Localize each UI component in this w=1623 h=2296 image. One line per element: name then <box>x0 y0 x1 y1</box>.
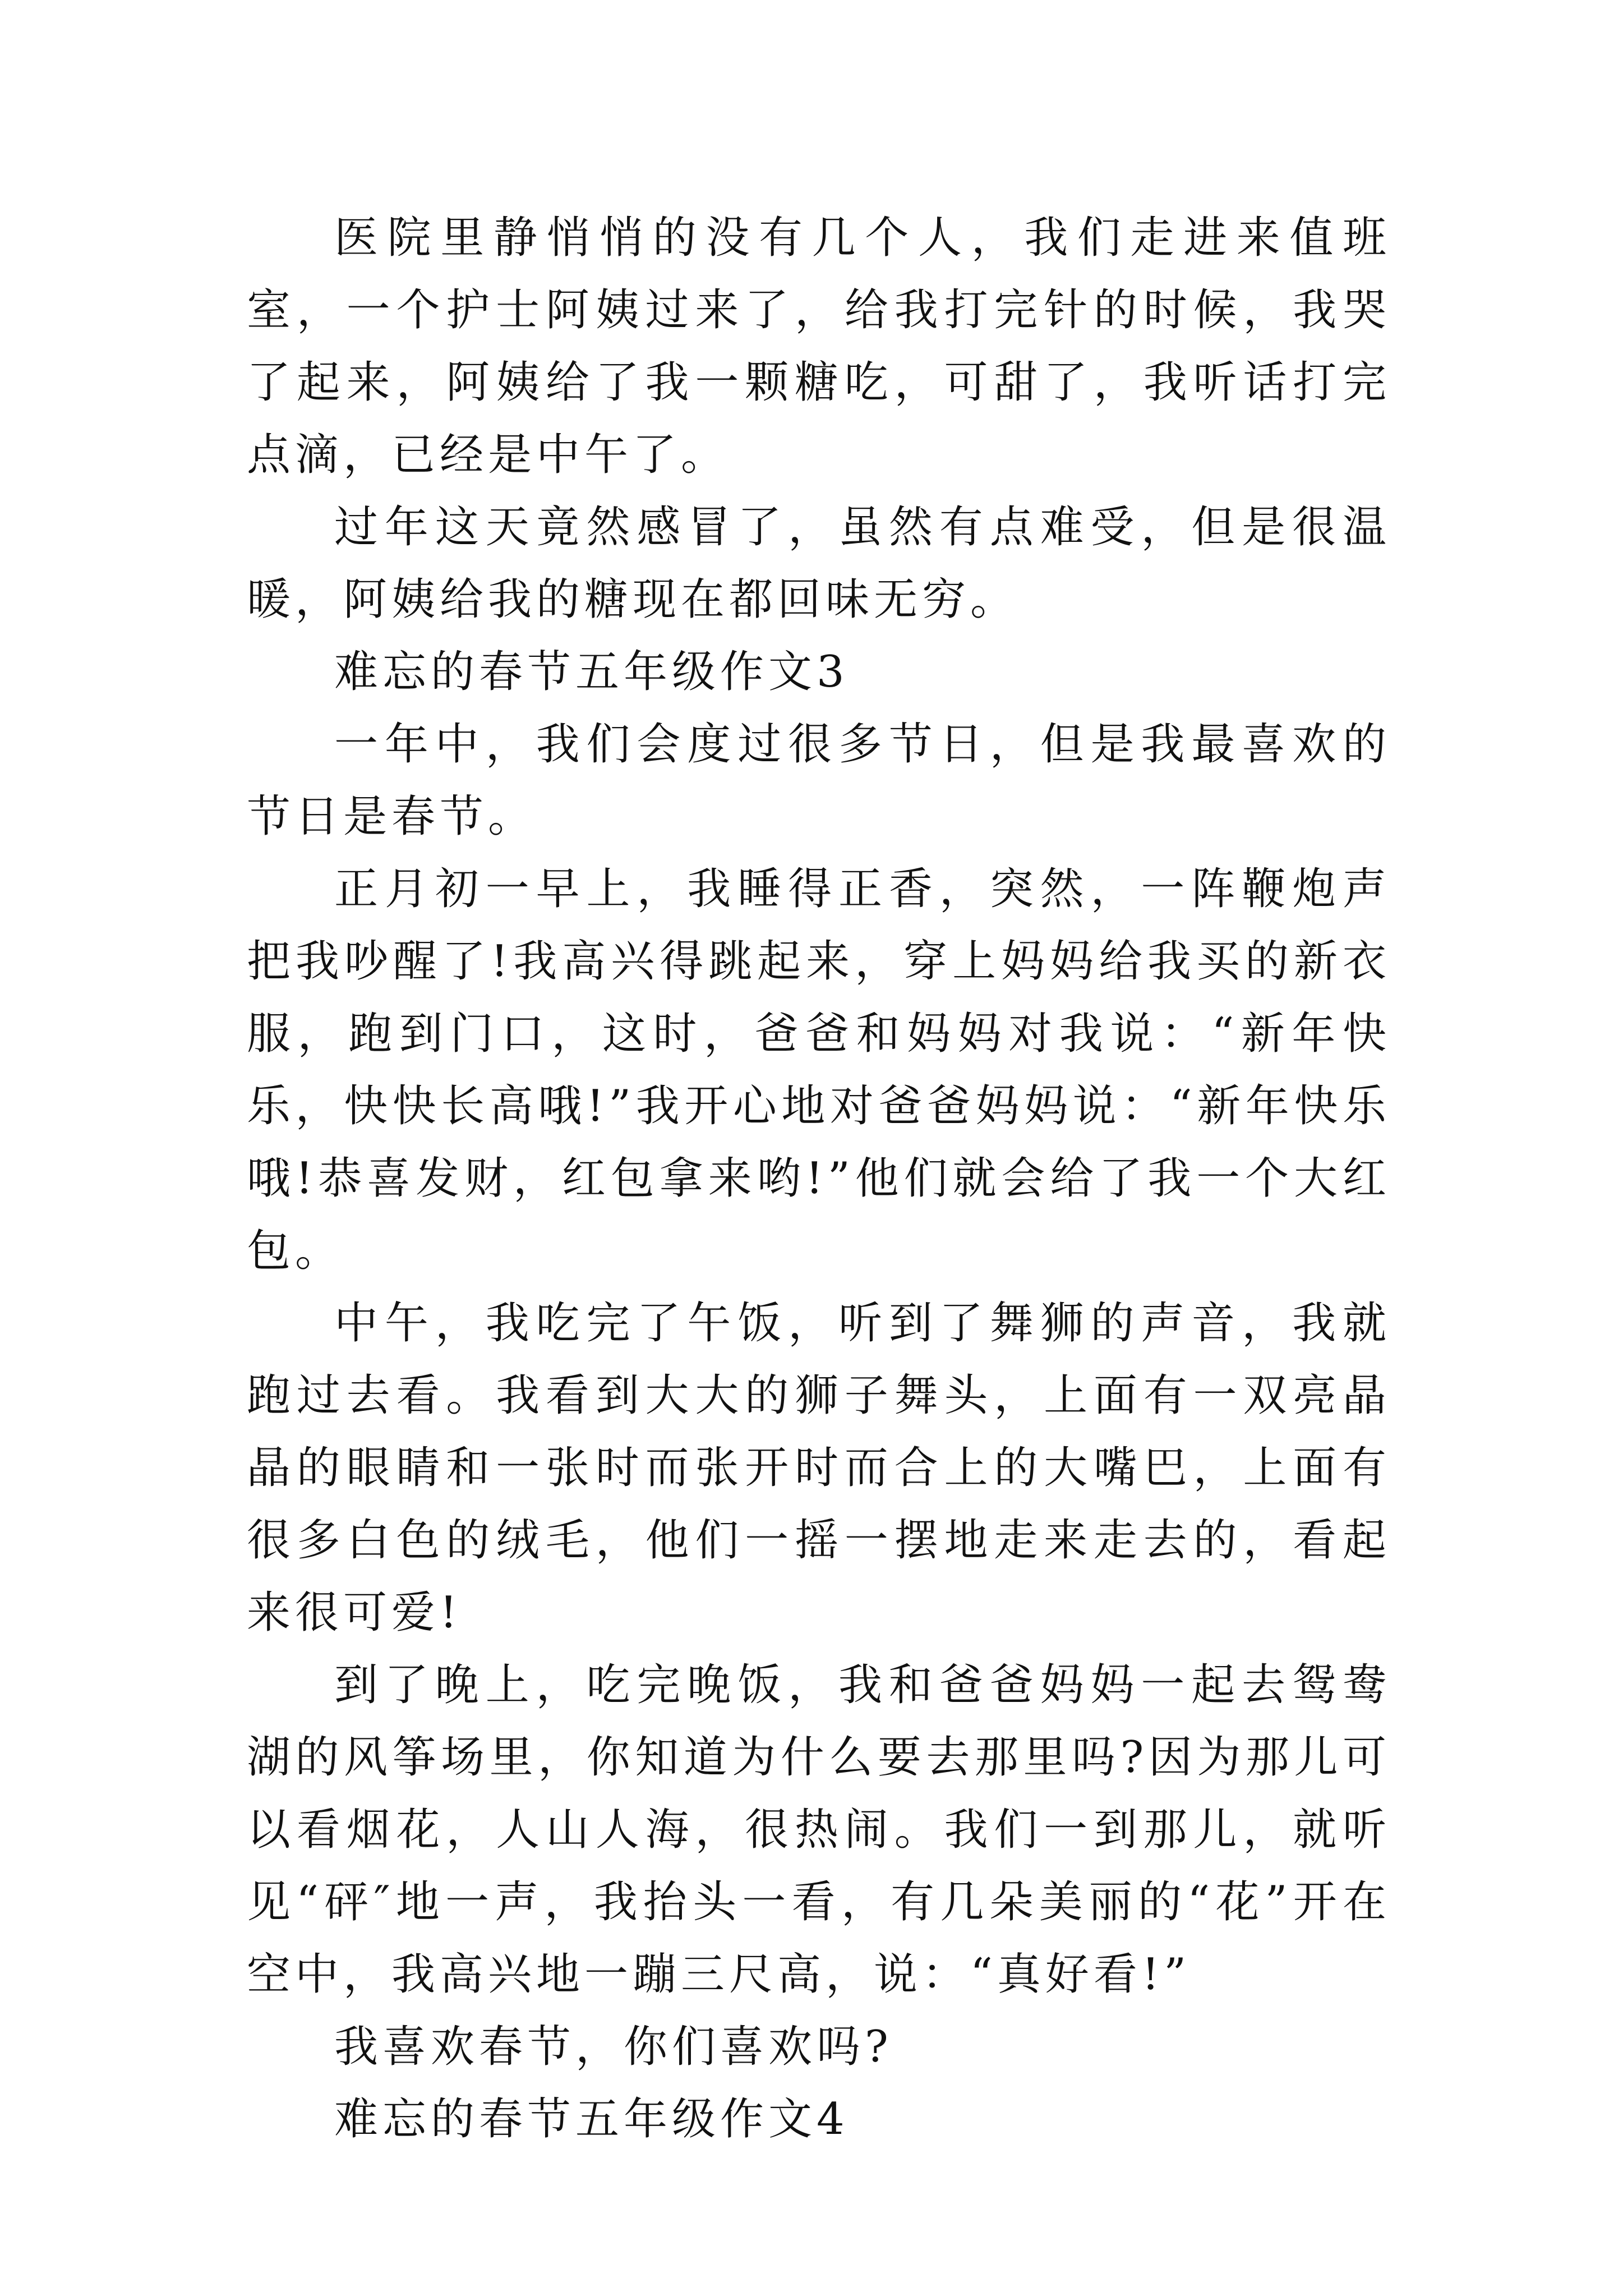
essay-heading-3: 难忘的春节五年级作文3 <box>334 647 849 697</box>
document-body <box>247 202 1391 2156</box>
paragraph-hospital: 医院里静悄悄的没有几个人，我们走进来值班室，一个护士阿姨过来了，给我打完针的时候，我哭了起来，阿姨给了我一颗糖吃，可甜了，我听话打完点滴，已经是中午了。 <box>247 213 1391 480</box>
paragraph-lion-dance: 中午，我吃完了午饭，听到了舞狮的声音，我就跑过去看。我看到大大的狮子舞头，上面有一双亮晶晶的眼睛和一张时而张开时而合上的大嘴巴，上面有很多白色的绒毛，他们一摇一摆地走来走去的，看起来很可爱! <box>247 1298 1391 1638</box>
essay-heading-4: 难忘的春节五年级作文4 <box>334 2094 849 2145</box>
paragraph-closing-question: 我喜欢春节，你们喜欢吗? <box>334 2022 893 2072</box>
paragraph-cold: 过年这天竟然感冒了，虽然有点难受，但是很温暖，阿姨给我的糖现在都回味无穷。 <box>247 502 1391 625</box>
paragraph-favorite-festival: 一年中，我们会度过很多节日，但是我最喜欢的节日是春节。 <box>247 719 1391 842</box>
paragraph-fireworks: 到了晚上，吃完晚饭，我和爸爸妈妈一起去鸳鸯湖的风筝场里，你知道为什么要去那里吗?因为那儿可以看烟花，人山人海，很热闹。我们一到那儿，就听见“砰″地一声，我抬头一看，有几朵美丽的“花”开在空中，我高兴地一蹦三尺高，说：“真好看!” <box>247 1660 1391 2000</box>
paragraph-new-year-morning: 正月初一早上，我睡得正香，突然，一阵鞭炮声把我吵醒了!我高兴得跳起来，穿上妈妈给我买的新衣服，跑到门口，这时，爸爸和妈妈对我说：“新年快乐，快快长高哦!”我开心地对爸爸妈妈说：“新年快乐哦!恭喜发财，红包拿来哟!”他们就会给了我一个大红包。 <box>247 864 1391 1276</box>
